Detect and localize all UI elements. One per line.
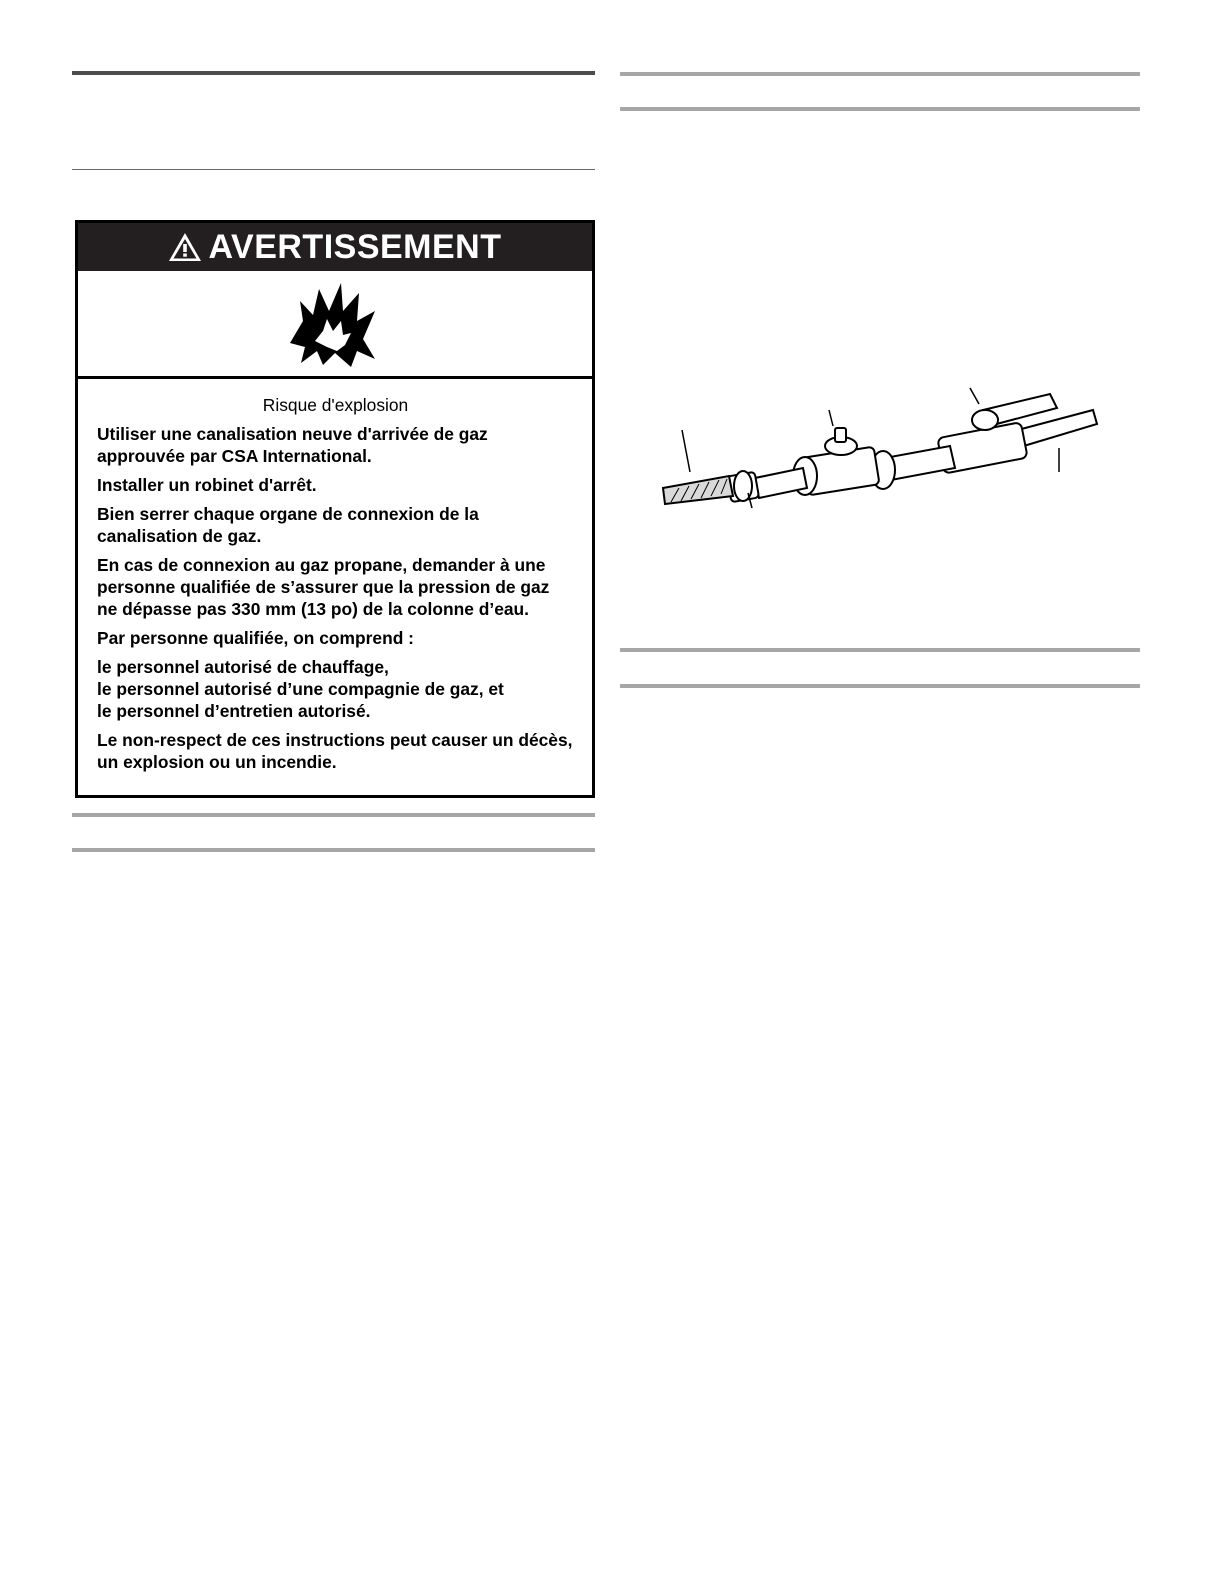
qualified-item: le personnel autorisé de chauffage, <box>97 657 389 677</box>
section-rule-right-1b <box>620 107 1140 111</box>
warning-paragraph: Installer un robinet d'arrêt. <box>97 475 317 495</box>
section-rule-right-2a <box>620 648 1140 652</box>
warning-paragraph: Bien serrer chaque organe de connexion de la canalisation de gaz. <box>97 504 479 546</box>
warning-body <box>78 379 592 795</box>
section-rule-right-1a <box>620 72 1140 76</box>
section-rule-left-1a <box>72 813 595 817</box>
warning-paragraph: Par personne qualifiée, on comprend : <box>97 628 414 648</box>
section-rule-right-2b <box>620 684 1140 688</box>
warning-header <box>78 223 592 271</box>
warning-consequence: Le non-respect de ces instructions peut causer un décès, un explosion ou un incendie. <box>97 730 573 772</box>
thin-rule-left <box>72 169 595 170</box>
qualified-item: le personnel autorisé d’une compagnie de gaz, et <box>97 679 504 699</box>
explosion-icon <box>285 281 385 371</box>
warning-triangle-icon <box>168 232 202 262</box>
explosion-pictogram-area <box>78 271 592 379</box>
warning-paragraph: Utiliser une canalisation neuve d'arrivée de gaz approuvée par CSA International. <box>97 424 488 466</box>
qualified-item: le personnel d’entretien autorisé. <box>97 701 371 721</box>
warning-title: AVERTISSEMENT <box>208 227 502 266</box>
gas-line-illustration <box>655 380 1115 520</box>
top-rule-left <box>72 71 595 75</box>
warning-paragraph: En cas de connexion au gaz propane, demander à une personne qualifiée de s’assurer que la pression de gaz ne dépasse pas 330 mm (13 po) de la colonne d’eau. <box>97 555 550 619</box>
warning-box <box>75 220 595 798</box>
warning-subtitle: Risque d'explosion <box>262 395 409 415</box>
section-rule-left-1b <box>72 848 595 852</box>
